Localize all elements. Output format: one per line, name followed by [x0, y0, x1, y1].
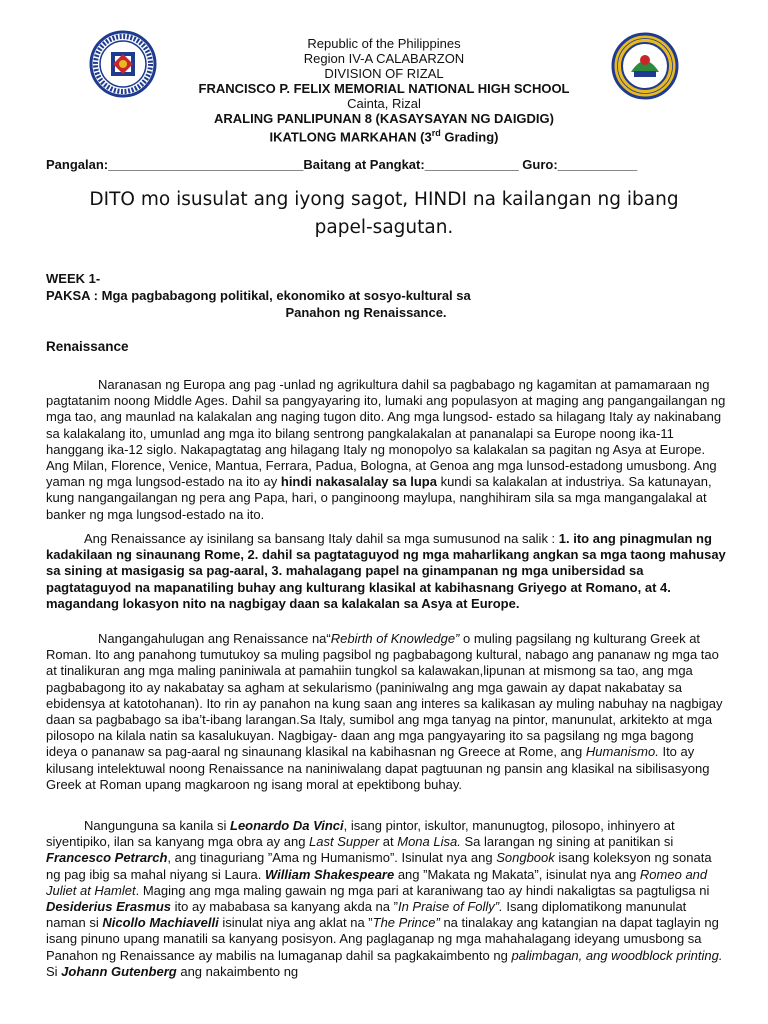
lesson-heading	[46, 270, 736, 321]
region-line: Region IV-A CALABARZON	[303, 51, 465, 66]
week-label: WEEK 1-	[46, 271, 101, 286]
deped-seal-icon	[89, 30, 157, 98]
paragraph-1: Naranasan ng Europa ang pag -unlad ng agrikultura dahil sa pagbabago ng kagamitan at pamamaraan ng pagtatanim noong Middle Ages. Dahil sa pangyayaring ito, lumaki ang populasyon at maging ang pangangailangan ng mga tao, ang maunlad na kalakalan ang naging tugon dito. Ang mga lungsod- estado sa hilagang Italy ay nakinabang sa kalakalang ito, umunlad ang mga ito bilang sentrong pangkalakalan at pananalapi sa Europe noong ika-11 hanggang ika-12 siglo. Nakapagtatag ang hilagang Italy ng monopolyo sa kalakalan sa pagitan ng Asya at Europe. Ang Milan, Florence, Venice, Mantua, Ferrara, Padua, Bologna, at Genoa ang mga lunsod-estadong umusbong. Ang yaman ng mga lungsod-estado na ito ay hindi nakasalalay sa lupa kundi sa kalakalan at industriya. Sa katunayan, kung nangangailangan ng pera ang Papa, hari, o panginoong maylupa, nanghihiram sila sa mga mangangalakal at banker ng mga lungsod-estado na ito.	[46, 377, 726, 522]
student-info-line: Pangalan:___________________________Baitang at Pangkat:_____________ Guro:___________	[46, 157, 638, 172]
answer-instruction: DITO mo isusulat ang iyong sagot, HINDI na kailangan ng ibang papel-sagutan.	[89, 189, 679, 238]
subject-title: ARALING PANLIPUNAN 8 (KASAYSAYAN NG DAIGDIG)	[214, 111, 554, 126]
division-line: DIVISION OF RIZAL	[324, 66, 444, 81]
school-name: FRANCISCO P. FELIX MEMORIAL NATIONAL HIGH SCHOOL	[198, 81, 570, 96]
paragraph-2: Ang Renaissance ay isinilang sa bansang Italy dahil sa mga sumusunod na salik : 1. ito ang pinagmulan ng kadakilaan ng sinaunang Rome, 2. dahil sa pagtataguyod ng mga maharlikang angkan sa mga taong mahusay sa sining at masigasig sa pag-aaral, 3. mahalagang papel na ginampanan ng mga unibersidad sa pagtataguyod na mapanatiling buhay ang kulturang klasikal at kabihasnang Griyego at Romano, at 4. magandang lokasyon nito na nagbigay daan sa kalakalan sa Asya at Europe.	[46, 531, 726, 611]
school-town: Cainta, Rizal	[347, 96, 421, 111]
quarter-title: IKATLONG MARKAHAN (3rd Grading)	[269, 128, 499, 145]
republic-line: Republic of the Philippines	[307, 36, 461, 51]
paksa-line: PAKSA : Mga pagbabagong politikal, ekonomiko at sosyo-kultural sa	[46, 288, 471, 303]
paragraph-4: Nangunguna sa kanila si Leonardo Da Vinci, isang pintor, iskultor, manunugtog, pilosopo, inhinyero at siyentipiko, ilan sa kanyang mga obra ay ang Last Supper at Mona Lisa. Sa larangan ng sining at panitikan si Francesco Petrarch, ang tinaguriang ”Ama ng Humanismo”. Isinulat nya ang Songbook isang koleksyon ng sonata ng pag ibig sa mahal niyang si Laura. William Shakespeare ang ”Makata ng Makata”, isinulat nya ang Romeo and Juliet at Hamlet. Maging ang mga maling gawain ng mga pari at karaniwang tao ay hindi nakaligtas sa pagtuligsa ni Desiderius Erasmus ito ay mababasa sa kanyang akda na ”In Praise of Folly”. Isang diplomatikong manunulat naman si Nicollo Machiavelli isinulat niya ang aklat na ”The Prince” na tinalakay ang katangian na dapat taglayin ng isang pinuno upang manatili sa kanyang posisyon. Ang paglaganap ng mga mahahalagang ideyang umusbong sa Panahon ng Renaissance ay mabilis na lumaganap dahil sa pagkakaimbento ng palimbagan, ang woodblock printing. Si Johann Gutenberg ang nakaimbento ng	[46, 818, 723, 979]
paragraph-3: Nangangahulugan ang Renaissance na“Rebirth of Knowledge” o muling pagsilang ng kulturang Greek at Roman. Ito ang panahong tumutukoy sa muling pagsibol ng pagbabagong kultural, nabago ang pananaw ng mga tao at tinalikuran ang mga maling paniniwala at pamahiin tungkol sa kalawakan,lipunan at mismong sa tao, ang mga pagbabagong ito ay nakabatay sa agham at sekularismo (paniniwalng ang mga gawain ay dapat nakabatay sa ebidensya at katotohanan). Ito rin ay panahon na kung saan ang interes sa kalikasan ay muling nabuhay na nagbigay daan sa pagbabago sa iba’t-ibang larangan.Sa Italy, sumibol ang mga tanyag na pintor, manunulat, arkitekto at mga pilosopo na kilala natin sa kasalukuyan. Nagbigay- daan ang mga pangyayaring ito sa pagsilang ng mga bagong ideya o pananaw sa pag-aaral ng sinaunang klasikal na kabihasnan ng Greece at Rome, ang Humanismo. Ito ay kilusang intelektuwal noong Renaissance na naniniwalang dapat pagtuunan ng pansin ang klasikal na sibilisasyong Greek at Roman upang magkaroon ng isang moral at epektibong buhay.	[46, 631, 723, 792]
document-header	[150, 36, 618, 144]
paksa-line-2: Panahon ng Renaissance.	[285, 305, 447, 320]
school-seal-icon	[611, 32, 679, 100]
section-title: Renaissance	[46, 339, 129, 354]
